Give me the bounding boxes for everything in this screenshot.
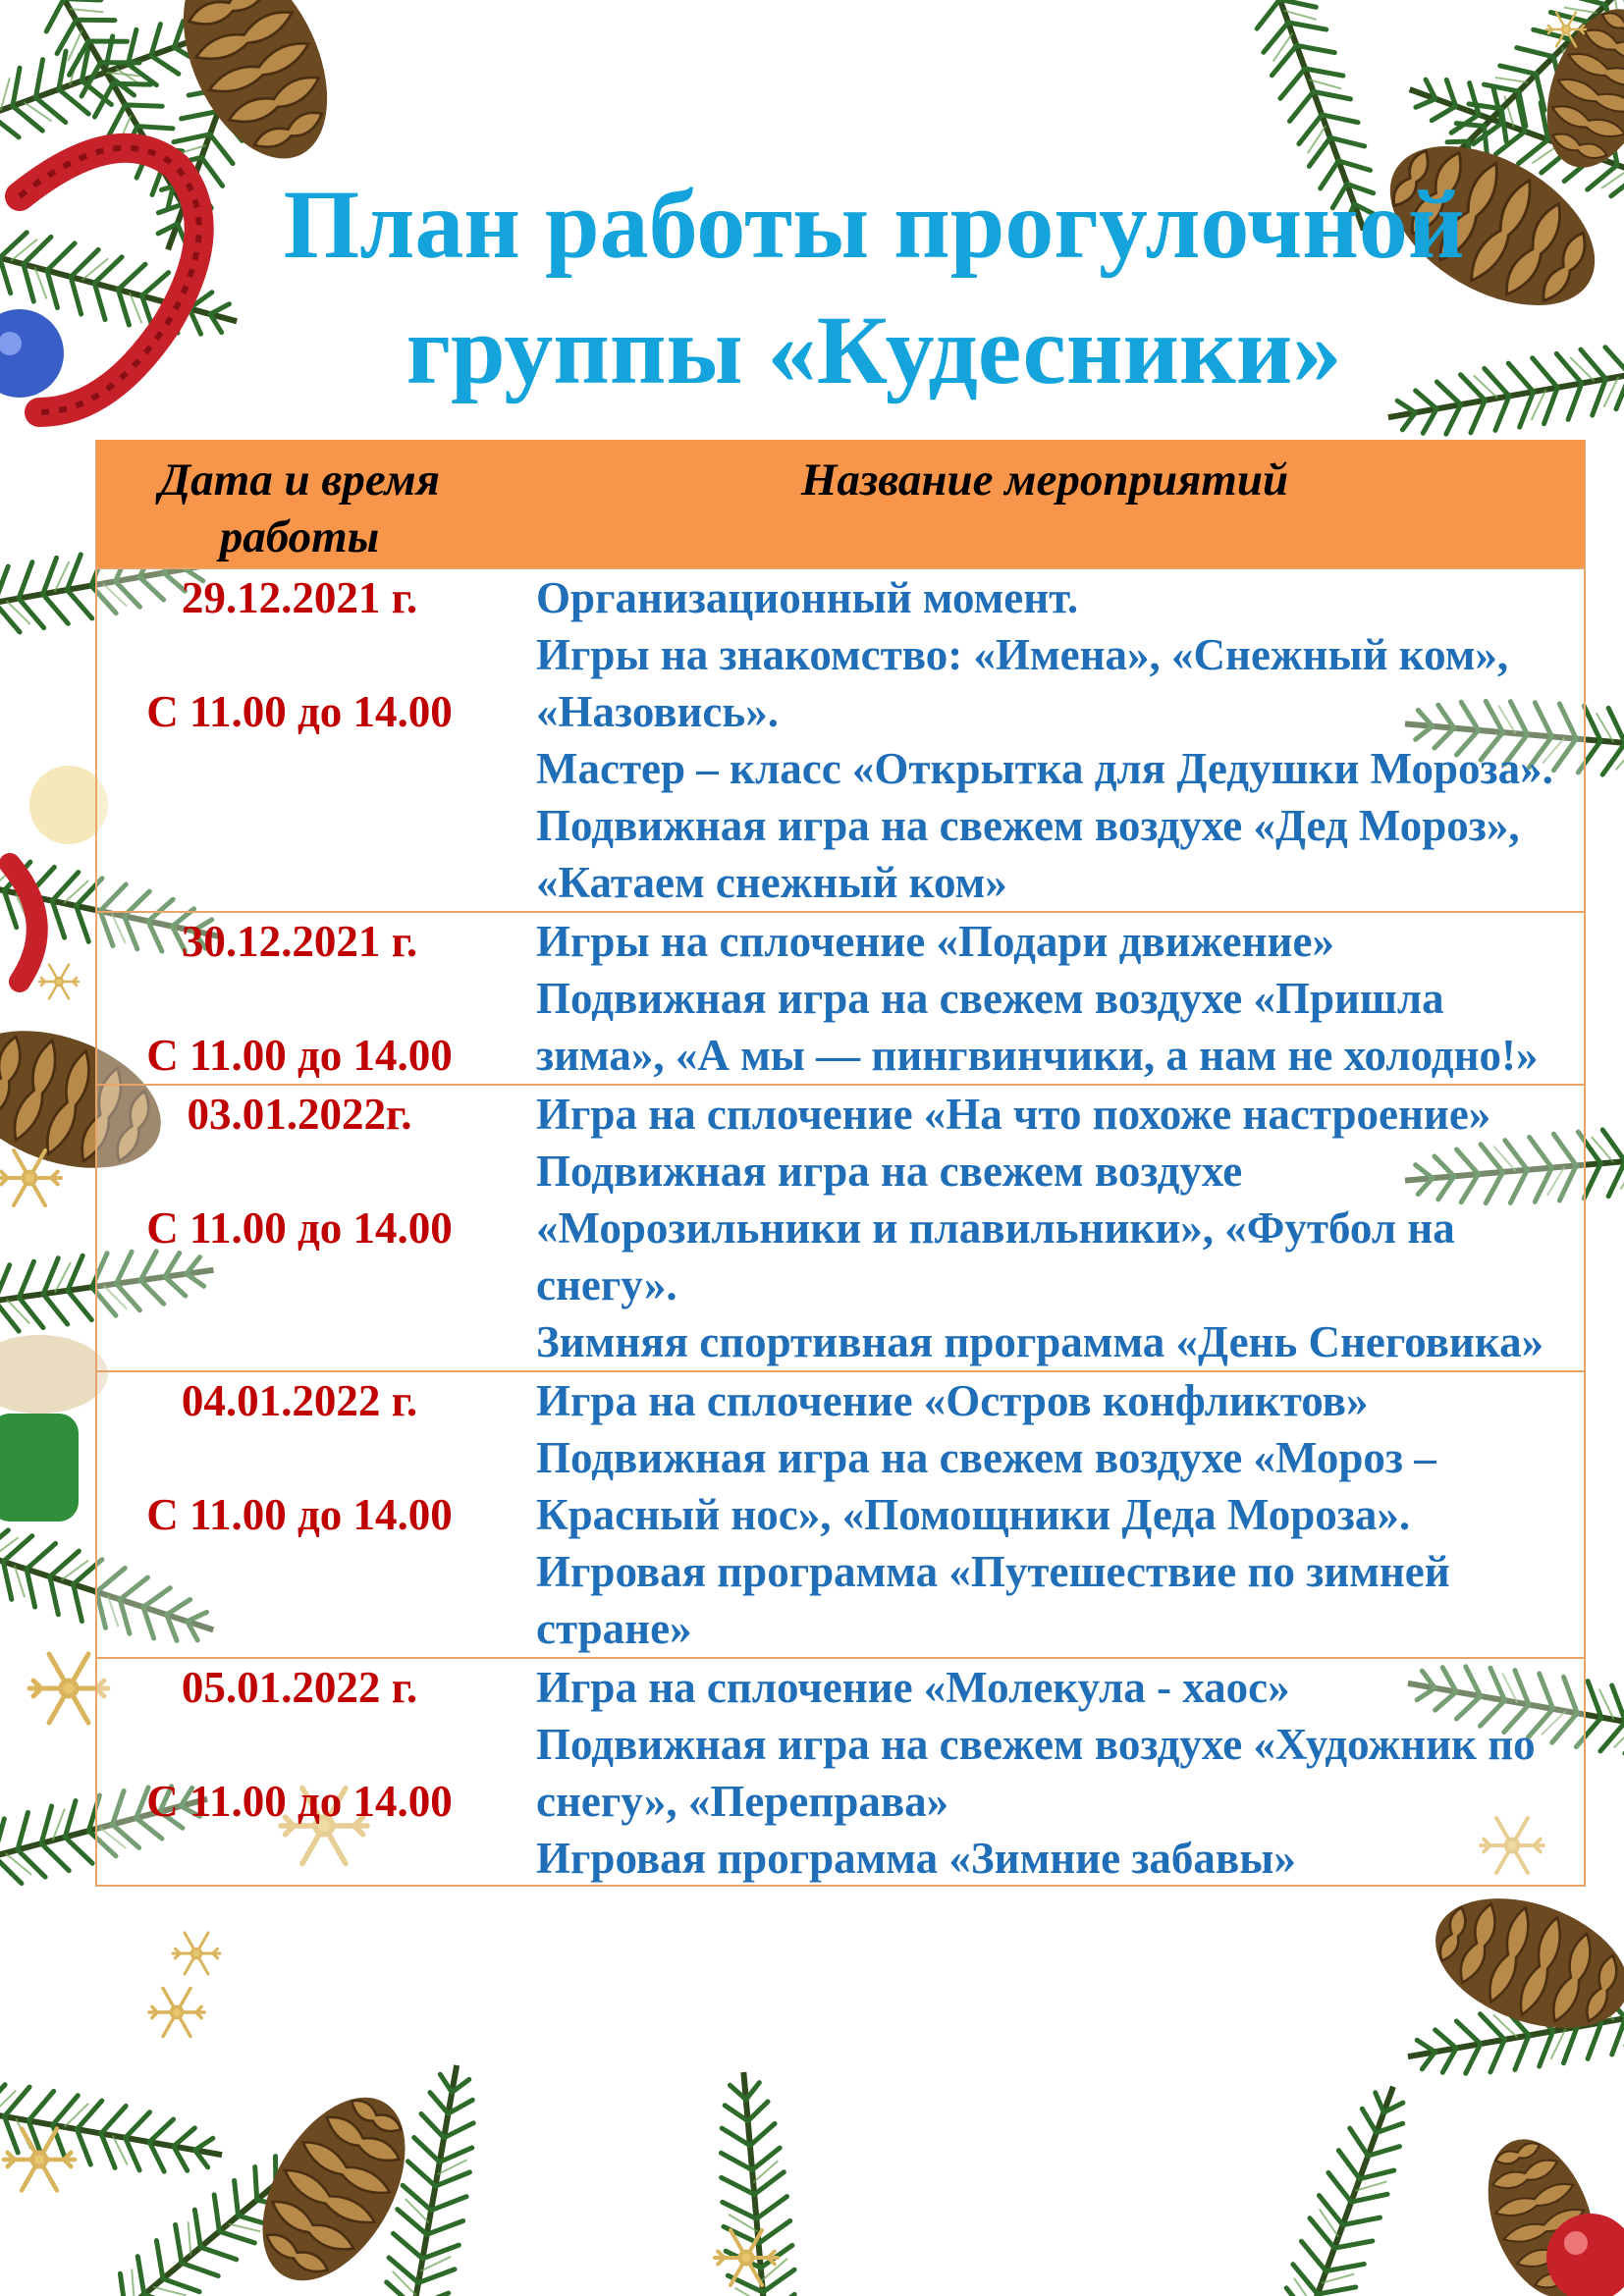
event-item: Подвижная игра на свежем воздухе «Художник по снегу», «Переправа» <box>536 1720 1536 1826</box>
table-header-row <box>95 440 1586 568</box>
events-cell <box>504 568 1586 912</box>
date-cell <box>95 568 504 912</box>
column-header-date: Дата и время работы <box>95 440 504 568</box>
row-date: 30.12.2021 г. <box>181 917 418 966</box>
table-row <box>95 912 1586 1085</box>
event-item: Игра на сплочение «Молекула - хаос» <box>536 1663 1290 1712</box>
row-time: С 11.00 до 14.00 <box>146 1490 453 1539</box>
column-header-events: Название мероприятий <box>504 440 1586 568</box>
row-time: С 11.00 до 14.00 <box>146 1777 453 1826</box>
date-cell <box>95 1371 504 1658</box>
page-title <box>177 162 1571 413</box>
row-date: 03.01.2022г. <box>187 1090 412 1139</box>
event-item: Игры на знакомство: «Имена», «Снежный ком», «Назовись». <box>536 630 1509 736</box>
row-time: С 11.00 до 14.00 <box>146 1031 453 1080</box>
event-item: Мастер – класс «Открытка для Дедушки Мороза». <box>536 744 1553 793</box>
event-item: Игры на сплочение «Подари движение» <box>536 917 1334 966</box>
row-date: 05.01.2022 г. <box>181 1663 418 1712</box>
event-item: Организационный момент. <box>536 573 1079 622</box>
row-time: С 11.00 до 14.00 <box>146 1203 453 1253</box>
row-time: С 11.00 до 14.00 <box>146 687 453 736</box>
table-row <box>95 1085 1586 1371</box>
events-cell <box>504 1371 1586 1658</box>
event-item: Подвижная игра на свежем воздухе «Пришла зима», «А мы — пингвинчики, а нам не холодно!» <box>536 974 1539 1080</box>
row-date: 29.12.2021 г. <box>181 573 418 622</box>
events-cell <box>504 1085 1586 1371</box>
table-row <box>95 1371 1586 1658</box>
event-item: Игровая программа «Зимние забавы» <box>536 1834 1296 1883</box>
event-item: Игра на сплочение «Остров конфликтов» <box>536 1376 1369 1425</box>
date-cell <box>95 1085 504 1371</box>
table-row <box>95 1658 1586 1887</box>
schedule-table <box>95 440 1586 1887</box>
events-cell <box>504 912 1586 1085</box>
event-item: Подвижная игра на свежем воздухе «Мороз – Красный нос», «Помощники Деда Мороза». <box>536 1433 1436 1539</box>
event-item: Игровая программа «Путешествие по зимней стране» <box>536 1547 1450 1653</box>
date-cell <box>95 1658 504 1887</box>
date-cell <box>95 912 504 1085</box>
event-item: Игра на сплочение «На что похоже настроение» <box>536 1090 1491 1139</box>
table-row <box>95 568 1586 912</box>
title-line-2: группы «Кудесники» <box>406 295 1342 404</box>
event-item: Подвижная игра на свежем воздухе «Морозильники и плавильники», «Футбол на снегу». <box>536 1147 1455 1309</box>
event-item: Зимняя спортивная программа «День Снеговика» <box>536 1317 1544 1366</box>
events-cell <box>504 1658 1586 1887</box>
title-line-1: План работы прогулочной <box>283 170 1465 279</box>
row-date: 04.01.2022 г. <box>181 1376 418 1425</box>
event-item: Подвижная игра на свежем воздухе «Дед Мороз», «Катаем снежный ком» <box>536 801 1520 907</box>
